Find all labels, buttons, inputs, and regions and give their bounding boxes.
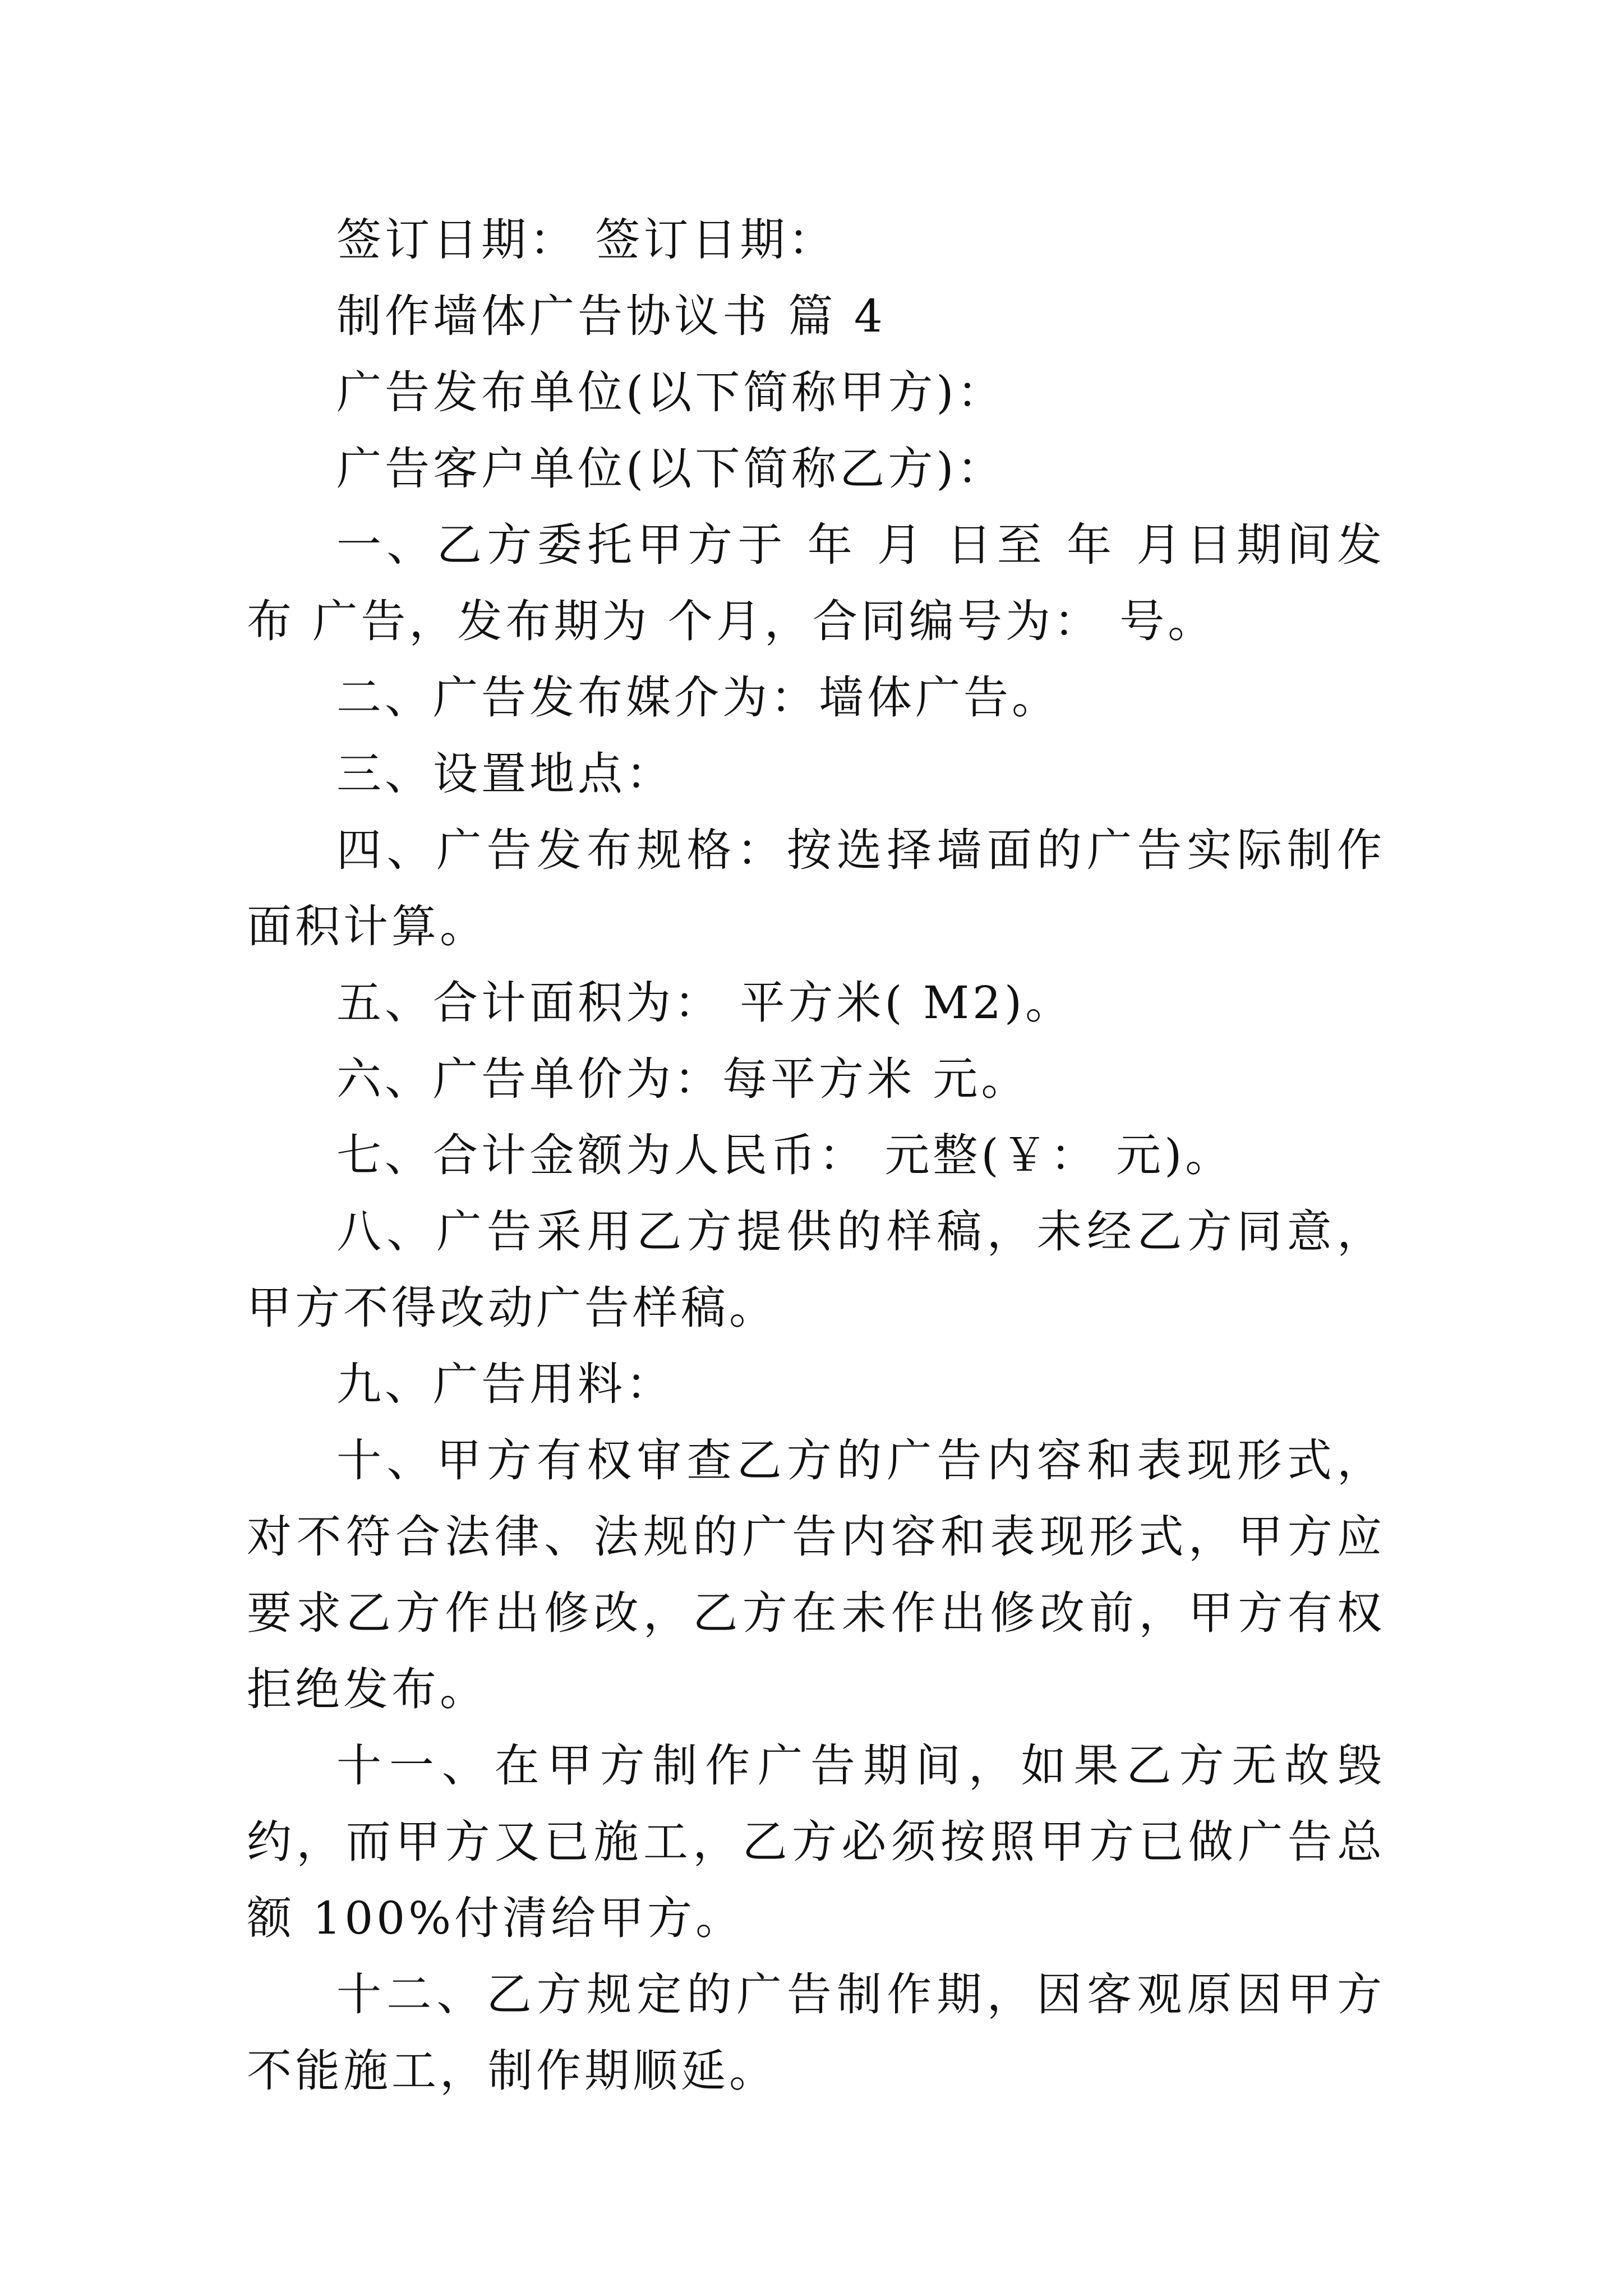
signing-date-line: 签订日期： 签订日期： — [336, 214, 837, 266]
party-b-line: 广告客户单位(以下简称乙方)： — [336, 443, 1006, 495]
clause-11: 十一、在甲方制作广告期间，如果乙方无故毁约，而甲方又已施工，乙方必须按照甲方已做广告总额 100%付清给甲方。 — [247, 1740, 1385, 1944]
section-title: 制作墙体广告协议书 篇 4 — [336, 290, 886, 342]
clause-1: 一、乙方委托甲方于 年 月 日至 年 月日期间发布 广告，发布期为 个月，合同编号为： 号。 — [247, 519, 1385, 647]
clause-10: 十、甲方有权审查乙方的广告内容和表现形式，对不符合法律、法规的广告内容和表现形式，甲方应要求乙方作出修改，乙方在未作出修改前，甲方有权拒绝发布。 — [247, 1434, 1385, 1715]
clause-5: 五、合计面积为： 平方米( M2)。 — [336, 977, 1074, 1029]
clause-4: 四、广告发布规格：按选择墙面的广告实际制作面积计算。 — [247, 824, 1385, 953]
clause-12: 十二、乙方规定的广告制作期，因客观原因甲方不能施工，制作期顺延。 — [247, 1968, 1385, 2097]
clause-3: 三、设置地点： — [336, 748, 674, 800]
clause-6: 六、广告单价为：每平方米 元。 — [336, 1053, 1030, 1105]
clause-8: 八、广告采用乙方提供的样稿，未经乙方同意，甲方不得改动广告样稿。 — [247, 1205, 1385, 1334]
clause-2: 二、广告发布媒介为：墙体广告。 — [336, 671, 1060, 724]
party-a-line: 广告发布单位(以下简称甲方)： — [336, 366, 1006, 418]
clause-7: 七、合计金额为人民币： 元整(￥： 元)。 — [336, 1129, 1234, 1181]
clause-9: 九、广告用料： — [336, 1358, 674, 1410]
document-body — [247, 202, 1385, 2109]
